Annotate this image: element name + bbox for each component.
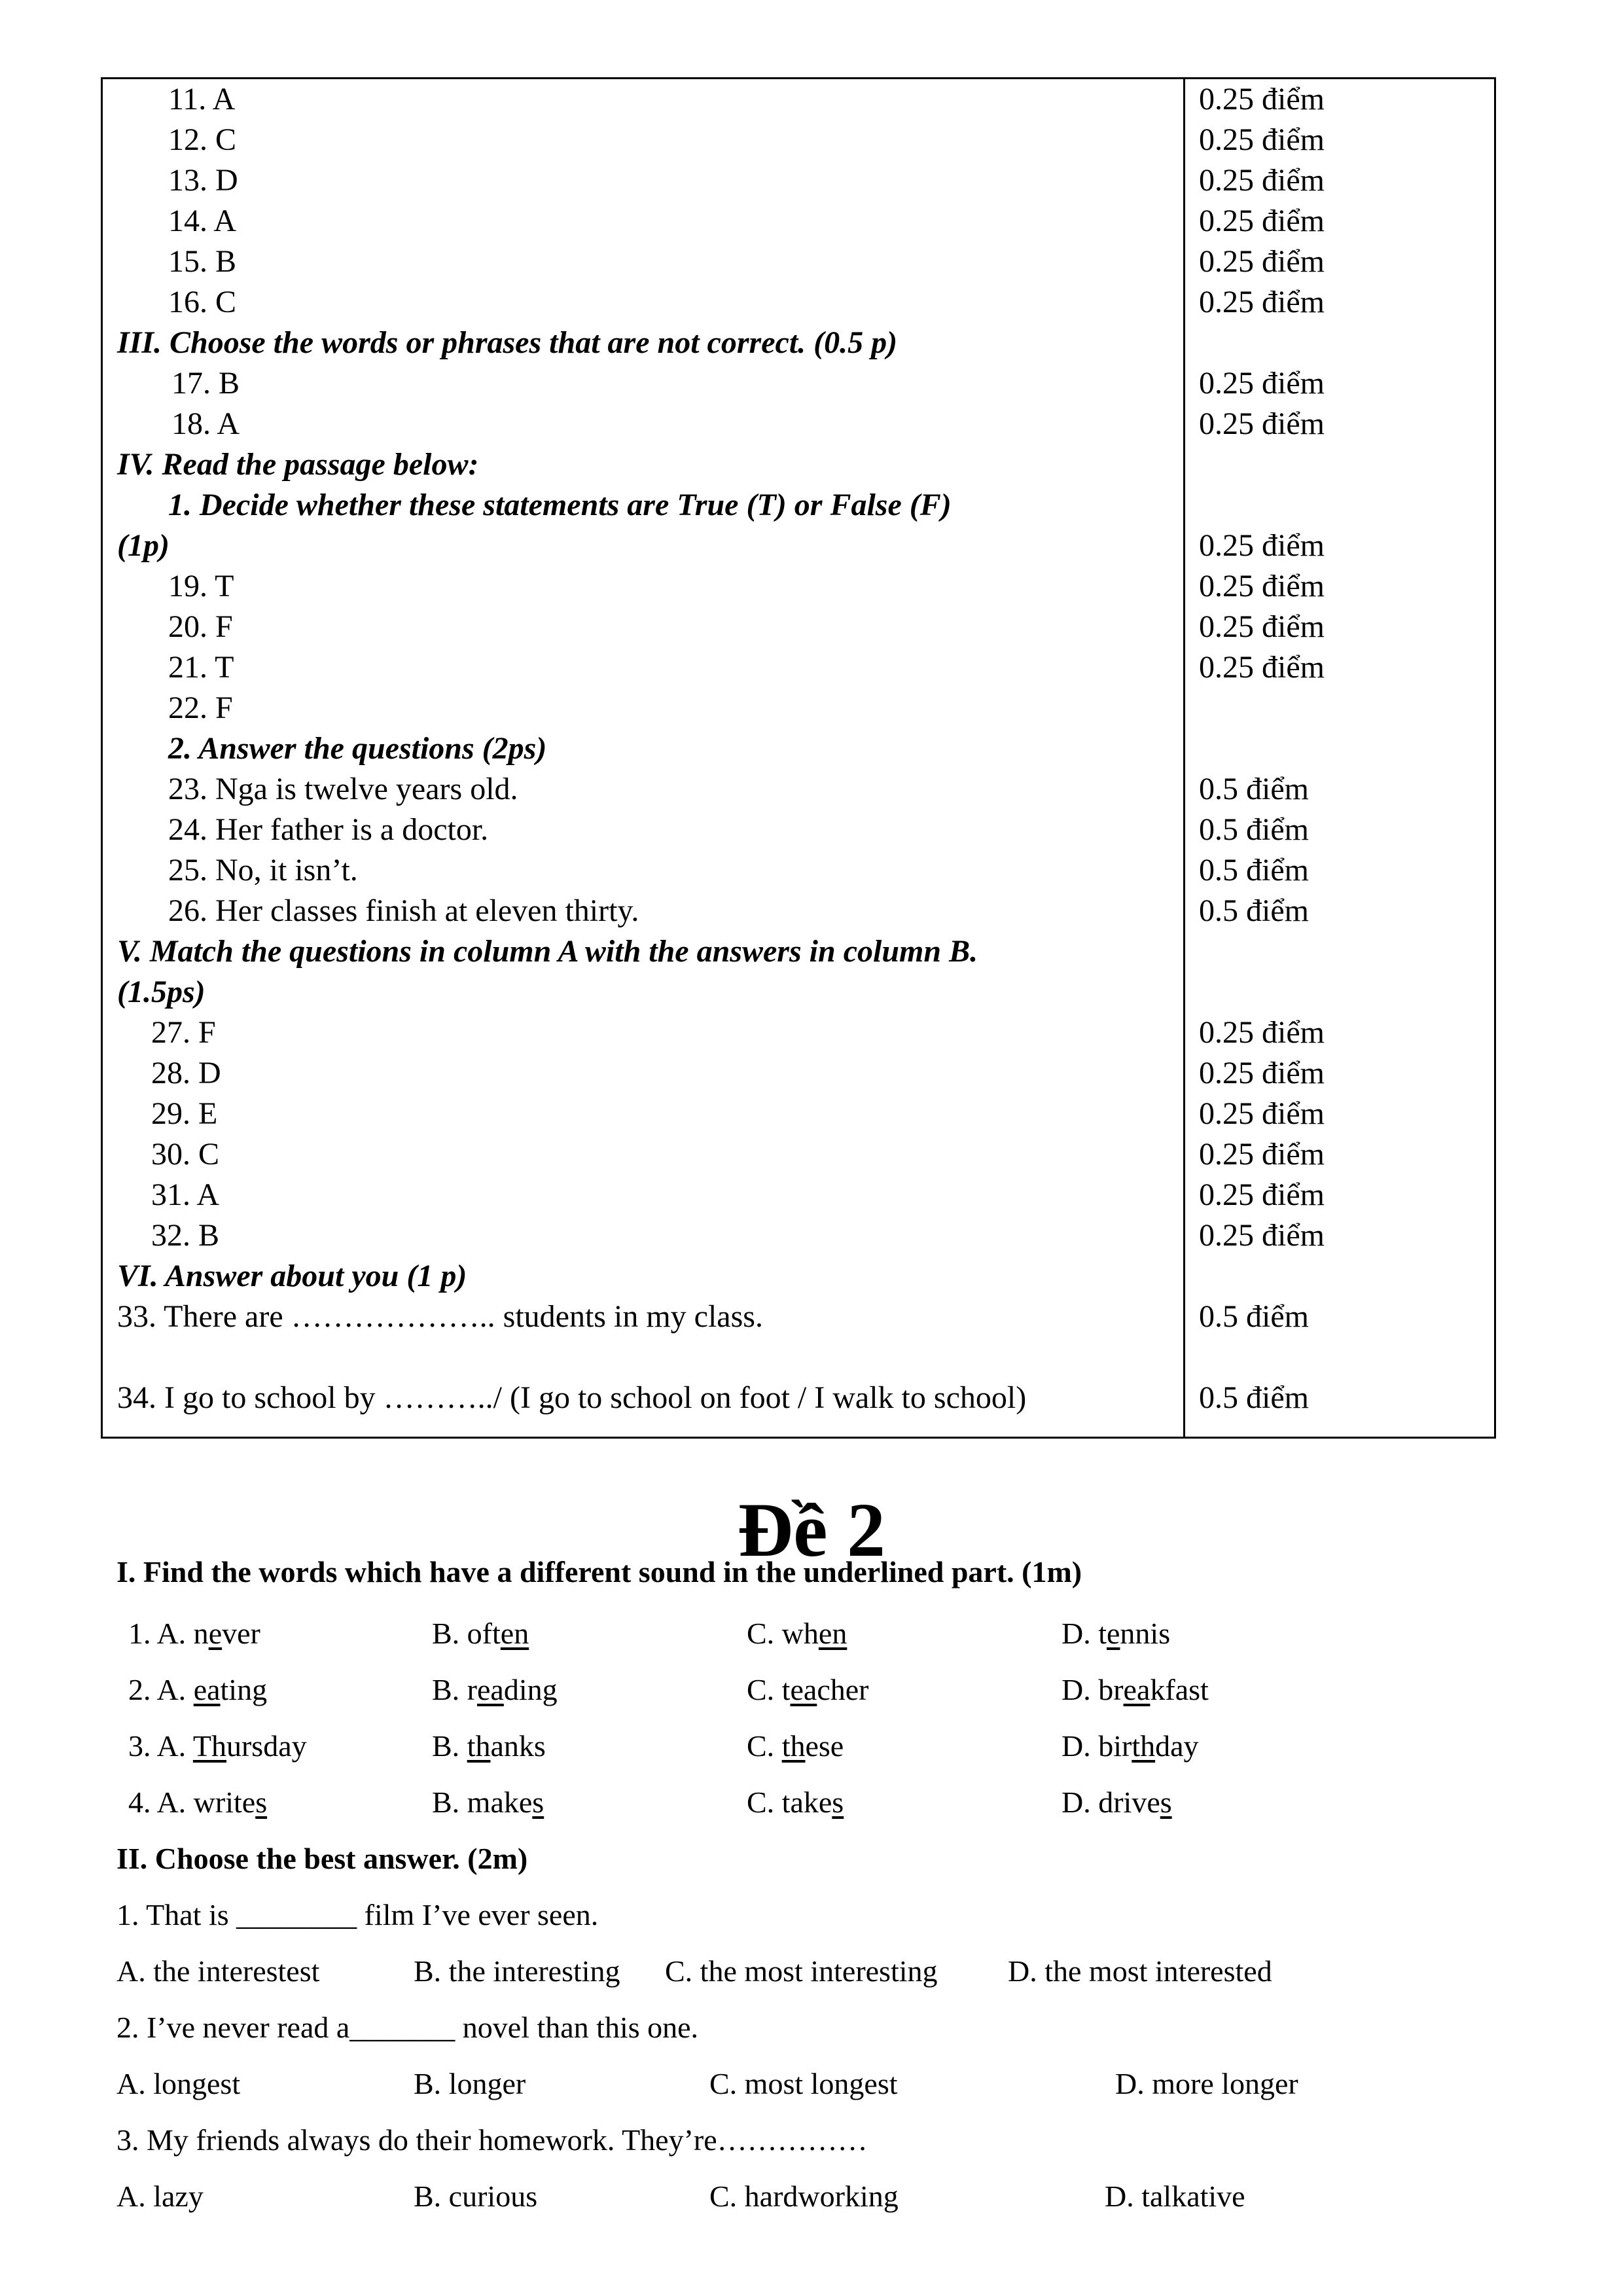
answer-text: 15. B <box>168 244 237 279</box>
answer-text: 12. C <box>168 122 237 157</box>
option-d: D. talkative <box>1105 2179 1245 2213</box>
score-text: 0.25 điểm <box>1199 1218 1325 1253</box>
option-b: B. reading <box>432 1673 558 1706</box>
option-d: D. the most interested <box>1008 1954 1272 1988</box>
table-row <box>103 1378 1494 1418</box>
answer-text: 19. T <box>168 569 234 603</box>
section-heading: 2. Answer the questions (2ps) <box>168 731 547 766</box>
score-text: 0.25 điểm <box>1199 122 1325 157</box>
table-row <box>103 1175 1494 1215</box>
score-text: 0.25 điểm <box>1199 285 1325 319</box>
score-text: 0.5 điểm <box>1199 1299 1309 1334</box>
score-text: 0.5 điểm <box>1199 1380 1309 1415</box>
answer-text: 22. F <box>168 691 233 725</box>
answer-text: 33. There are ……………….. students in my class. <box>117 1299 763 1334</box>
table-row <box>103 647 1494 688</box>
table-row <box>103 79 1494 120</box>
table-row <box>103 850 1494 891</box>
table-row <box>103 242 1494 282</box>
option-d: D. breakfast <box>1061 1673 1209 1706</box>
table-row <box>103 769 1494 810</box>
score-text: 0.5 điểm <box>1199 812 1309 847</box>
answer-text: 26. Her classes finish at eleven thirty. <box>168 893 639 928</box>
question-stem: 3. My friends always do their homework. They’re…………… <box>116 2123 868 2157</box>
section-header-row <box>103 931 1494 972</box>
score-text: 0.25 điểm <box>1199 1015 1325 1050</box>
table-row <box>103 201 1494 242</box>
score-text: 0.25 điểm <box>1199 1056 1325 1090</box>
score-text: 0.5 điểm <box>1199 853 1309 888</box>
section-2-title: II. Choose the best answer. (2m) <box>116 1842 528 1875</box>
option-a: 3. A. Thursday <box>128 1729 307 1763</box>
table-row <box>103 1297 1494 1337</box>
section-heading: III. Choose the words or phrases that are not correct. (0.5 p) <box>117 325 898 360</box>
answer-text: 21. T <box>168 650 234 685</box>
answer-text: 11. A <box>168 82 236 117</box>
answer-text: 16. C <box>168 285 237 319</box>
option-d: D. drives <box>1061 1785 1172 1819</box>
score-text: 0.25 điểm <box>1199 609 1325 644</box>
score-text: 0.25 điểm <box>1199 82 1325 117</box>
question-stem: 1. That is ________ film I’ve ever seen. <box>116 1898 599 1931</box>
score-text: 0.25 điểm <box>1199 528 1325 563</box>
answer-text: 29. E <box>151 1096 218 1131</box>
option-c: C. most longest <box>709 2067 898 2100</box>
section-header-row <box>103 526 1494 566</box>
option-d: D. more longer <box>1115 2067 1298 2100</box>
answer-text: 24. Her father is a doctor. <box>168 812 489 847</box>
option-d: D. tennis <box>1061 1617 1171 1650</box>
section-heading: (1p) <box>117 528 169 563</box>
section-header-row <box>103 1256 1494 1297</box>
score-text: 0.25 điểm <box>1199 650 1325 685</box>
option-a: 4. A. writes <box>128 1785 268 1819</box>
table-row <box>103 1013 1494 1053</box>
score-text: 0.5 điểm <box>1199 772 1309 806</box>
table-row <box>103 404 1494 444</box>
answer-text: 23. Nga is twelve years old. <box>168 772 518 806</box>
answer-text: 31. A <box>151 1177 220 1212</box>
table-row <box>103 1215 1494 1256</box>
section-heading: 1. Decide whether these statements are True (T) or False (F) <box>168 488 952 522</box>
answer-text: 30. C <box>151 1137 220 1172</box>
answer-text: 32. B <box>151 1218 220 1253</box>
question-stem: 2. I’ve never read a_______ novel than this one. <box>116 2011 699 2044</box>
answer-text: 20. F <box>168 609 233 644</box>
option-b: B. often <box>432 1617 529 1650</box>
table-row <box>103 566 1494 607</box>
answer-text: 17. B <box>171 366 240 401</box>
option-b: B. makes <box>432 1785 544 1819</box>
table-row <box>103 120 1494 160</box>
answer-text: 14. A <box>168 204 237 238</box>
answer-text: 25. No, it isn’t. <box>168 853 358 888</box>
section-heading: VI. Answer about you (1 p) <box>117 1259 467 1293</box>
answer-text: 34. I go to school by ………../ (I go to school on foot / I walk to school) <box>117 1380 1027 1415</box>
option-b: B. longer <box>414 2067 526 2100</box>
table-row <box>103 363 1494 404</box>
table-row <box>103 282 1494 323</box>
option-c: C. these <box>747 1729 844 1763</box>
option-c: C. takes <box>747 1785 844 1819</box>
option-c: C. teacher <box>747 1673 869 1706</box>
section-header-row <box>103 972 1494 1013</box>
option-b: B. curious <box>414 2179 538 2213</box>
score-text: 0.25 điểm <box>1199 569 1325 603</box>
table-row <box>103 688 1494 728</box>
section-heading: (1.5ps) <box>117 975 205 1009</box>
answer-key-table <box>101 77 1496 1439</box>
section-heading: IV. Read the passage below: <box>117 447 479 482</box>
table-row <box>103 810 1494 850</box>
score-text: 0.25 điểm <box>1199 244 1325 279</box>
option-c: C. hardworking <box>709 2179 899 2213</box>
option-a: 1. A. never <box>128 1617 260 1650</box>
section-header-row <box>103 323 1494 363</box>
section-heading: V. Match the questions in column A with the answers in column B. <box>117 934 978 969</box>
section-1-title: I. Find the words which have a different sound in the underlined part. (1m) <box>116 1555 1082 1588</box>
option-d: D. birthday <box>1061 1729 1199 1763</box>
table-row <box>103 1094 1494 1134</box>
table-row <box>103 1053 1494 1094</box>
score-text: 0.5 điểm <box>1199 893 1309 928</box>
answer-text: 13. D <box>168 163 238 198</box>
option-a: A. lazy <box>116 2179 204 2213</box>
answer-text: 27. F <box>151 1015 216 1050</box>
option-c: C. when <box>747 1617 847 1650</box>
section-header-row <box>103 485 1494 526</box>
option-a: A. longest <box>116 2067 241 2100</box>
score-text: 0.25 điểm <box>1199 204 1325 238</box>
answer-text: 28. D <box>151 1056 221 1090</box>
option-a: 2. A. eating <box>128 1673 268 1706</box>
section-header-row <box>103 444 1494 485</box>
score-text: 0.25 điểm <box>1199 1096 1325 1131</box>
score-text: 0.25 điểm <box>1199 163 1325 198</box>
option-c: C. the most interesting <box>665 1954 938 1988</box>
table-row <box>103 160 1494 201</box>
option-a: A. the interestest <box>116 1954 320 1988</box>
score-text: 0.25 điểm <box>1199 1137 1325 1172</box>
option-b: B. thanks <box>432 1729 546 1763</box>
table-row <box>103 1134 1494 1175</box>
table-row <box>103 891 1494 931</box>
table-row <box>103 607 1494 647</box>
score-text: 0.25 điểm <box>1199 366 1325 401</box>
option-b: B. the interesting <box>414 1954 620 1988</box>
section-header-row <box>103 728 1494 769</box>
score-text: 0.25 điểm <box>1199 1177 1325 1212</box>
score-text: 0.25 điểm <box>1199 406 1325 441</box>
answer-text: 18. A <box>171 406 240 441</box>
exam-title: Đề 2 <box>737 1487 886 1573</box>
